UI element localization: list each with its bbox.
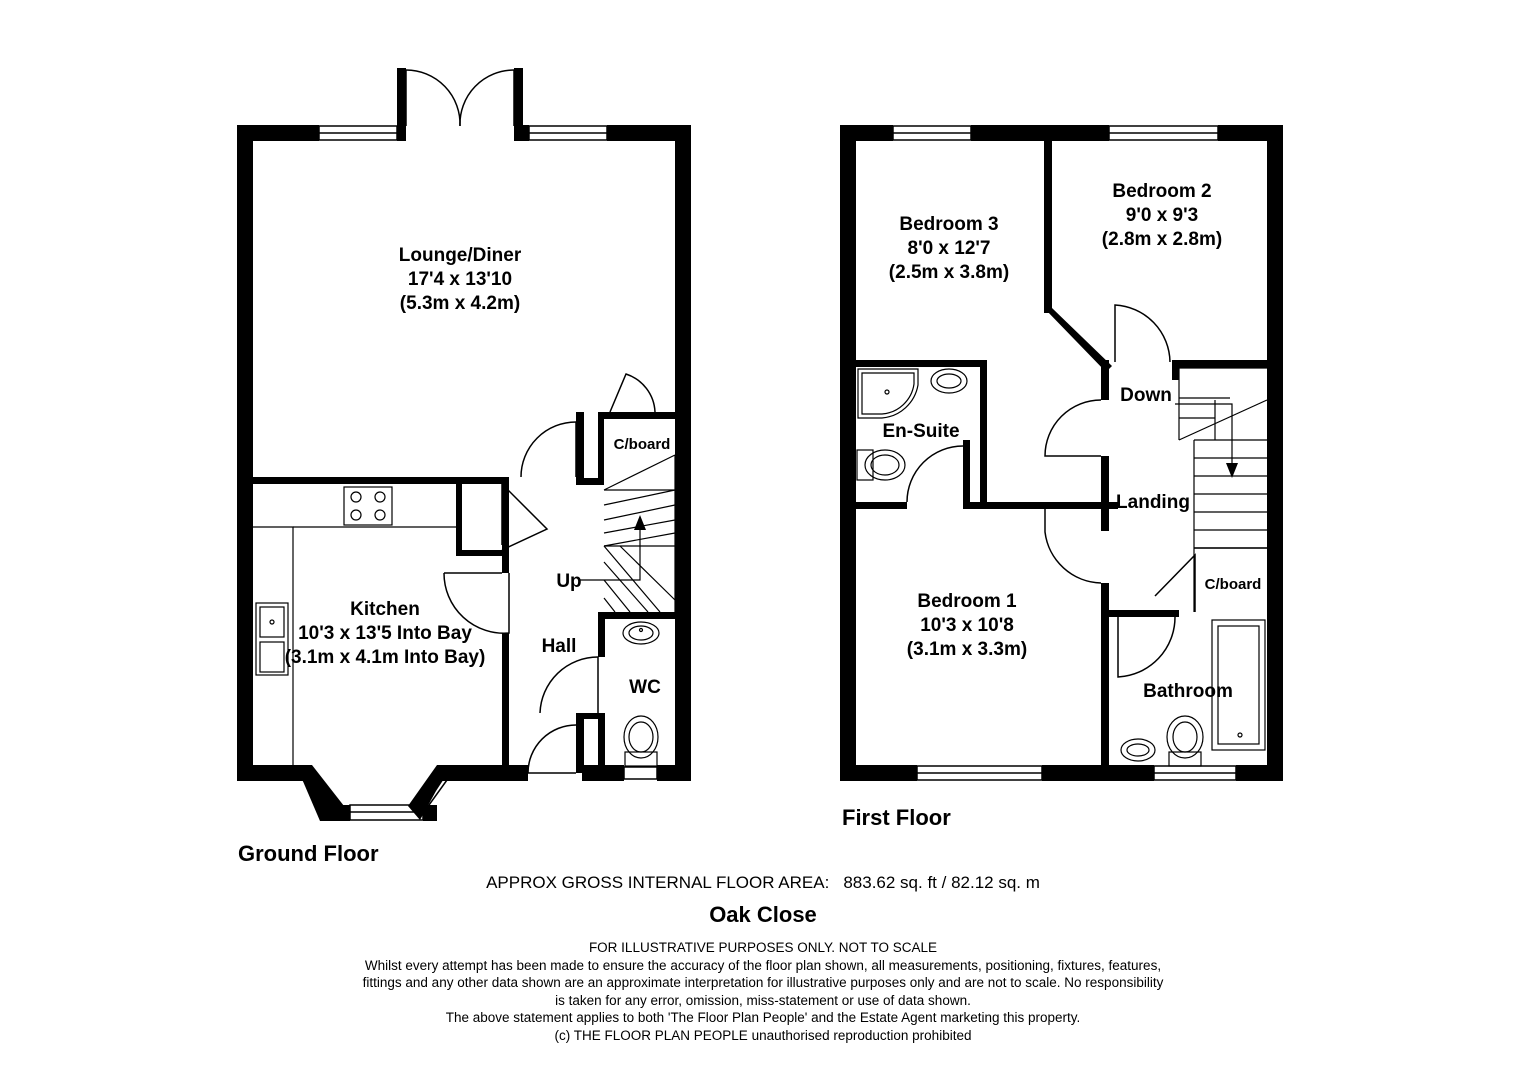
bedroom1-imperial: 10'3 x 10'8 [920,615,1014,636]
ground-floor-plan [237,68,691,866]
disclaimer-line: FOR ILLUSTRATIVE PURPOSES ONLY. NOT TO SCALE [588,940,938,955]
landing-name: Landing [1116,492,1190,513]
kitchen-metric: (3.1m x 4.1m Into Bay) [284,647,486,668]
lounge-metric: (5.3m x 4.2m) [399,293,521,314]
bedroom2-metric: (2.8m x 2.8m) [1101,229,1223,250]
first-floor-plan [840,125,1283,830]
floor-area-value: 883.62 sq. ft / 82.12 sq. m [843,873,1040,892]
bathroom-name: Bathroom [1143,681,1233,702]
disclaimer-line: Whilst every attempt has been made to ensure the accuracy of the floor plan shown, all measurements, positioning, fixtures, features, [364,957,1162,973]
bedroom1-name: Bedroom 1 [917,591,1017,612]
bedroom1-metric: (3.1m x 3.3m) [906,639,1028,660]
first-floor-title: First Floor [842,805,951,830]
ground-stairs-label: Up [556,571,582,592]
disclaimer-line: (c) THE FLOOR PLAN PEOPLE unauthorised reproduction prohibited [554,1027,972,1043]
wc-name: WC [629,677,661,698]
bedroom2-name: Bedroom 2 [1112,181,1212,202]
bedroom3-metric: (2.5m x 3.8m) [888,262,1010,283]
first-stairs-label: Down [1120,385,1172,406]
ground-floor-title: Ground Floor [238,841,379,866]
hall-name: Hall [541,636,577,657]
floor-area-label: APPROX GROSS INTERNAL FLOOR AREA: [486,873,830,892]
first-labels [882,181,1261,702]
kitchen-name: Kitchen [350,599,420,620]
ensuite-name: En-Suite [882,421,960,442]
first-cupboard-name: C/board [1204,576,1262,593]
stair-up-arrow [634,515,646,530]
ground-floor-walls [237,68,691,781]
disclaimer-line: fittings and any other data shown are an approximate interpretation for illustrative purposes only and are not to scale. No responsibility [362,975,1164,991]
disclaimer [0,939,1526,1045]
property-name: Oak Close [709,902,817,927]
ground-cupboard-name: C/board [613,436,671,453]
bedroom2-imperial: 9'0 x 9'3 [1125,205,1199,226]
kitchen-imperial: 10'3 x 13'5 Into Bay [298,623,472,644]
floor-area-line [0,873,1526,893]
bedroom3-name: Bedroom 3 [899,214,999,235]
lounge-imperial: 17'4 x 13'10 [407,269,513,290]
bedroom3-imperial: 8'0 x 12'7 [907,238,991,259]
disclaimer-line: The above statement applies to both 'The Floor Plan People' and the Estate Agent marketing this property. [445,1010,1081,1026]
ground-labels [285,245,671,698]
lounge-name: Lounge/Diner [398,245,522,266]
disclaimer-line: is taken for any error, omission, miss-statement or use of data shown. [555,992,971,1008]
